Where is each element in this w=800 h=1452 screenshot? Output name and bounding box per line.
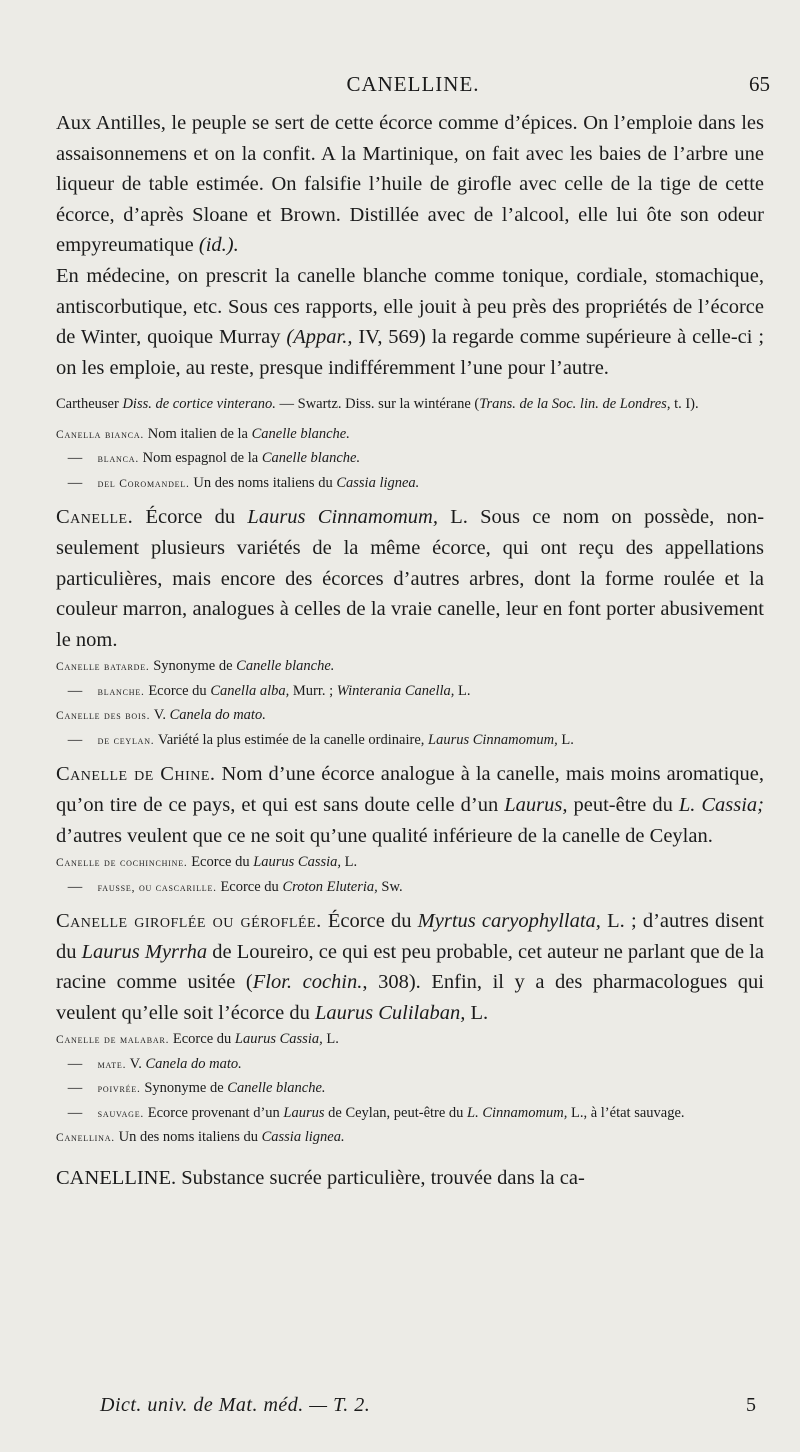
entry-canelle-de-chine: Canelle de Chine. Nom d’une écorce analogue à la canelle, mais moins aromatique, qu’on tire de ce pays, et qui est sans doute celle d’un Laurus, peut-être du L. Cassia; d’autres veulent que ce ne soit qu’une qualité inférieure de la canelle de Ceylan. bbox=[56, 763, 765, 847]
paragraph-medecine: En médecine, on prescrit la canelle blanche comme tonique, cordiale, stomachique, antiscorbutique, etc. Sous ces rapports, elle jouit à peu près des propriétés de l’écorce de Winter, quoique Murray (Appar., IV, 569) la regarde comme supérieure à celle-ci ; on les emploie, au reste, presque indifféremment l’une pour l’autre. bbox=[56, 264, 765, 379]
entry-canelle-blanche: — blanche. Ecorce du Canella alba, Murr. ; Winterania Canella, L. bbox=[67, 682, 471, 699]
entry-headword: blanche. bbox=[97, 685, 145, 698]
entry-canelle-mate: — mate. V. Canela do mato. bbox=[67, 1055, 242, 1072]
entry-canelle-batarde: Canelle batarde. Synonyme de Canelle blanche. bbox=[56, 658, 335, 675]
entry-headword: Canelle de malabar. bbox=[56, 1034, 170, 1047]
entry-headword: Canella bianca. bbox=[56, 428, 145, 441]
entry-canelle-fausse: — fausse, ou cascarille. Ecorce du Croton Eluteria, Sw. bbox=[67, 878, 403, 895]
entry-headword: de ceylan. bbox=[97, 734, 155, 747]
paragraph-antilles: Aux Antilles, le peuple se sert de cette écorce comme d’épices. On l’emploie dans les assaisonnemens et on la confit. A la Martinique, on fait avec les baies de l’arbre une liqueur de table estimée. On falsifie l’huile de girofle avec celle de la tige de cette écorce, d’après Sloane et Brown. Distillée avec de l’alcool, elle lui ôte son odeur empyreumatique (id.). bbox=[56, 112, 764, 257]
entry-canelle-ceylan: — de ceylan. Variété la plus estimée de la canelle ordinaire, Laurus Cinnamomum, L. bbox=[67, 731, 574, 748]
entry-headword: poivrée. bbox=[97, 1083, 141, 1096]
page-number: 65 bbox=[749, 72, 770, 96]
entry-headword: Canelle giroflée ou géroflée. bbox=[56, 910, 322, 933]
entry-headword: Canelle batarde. bbox=[56, 661, 150, 674]
entry-canella-bianca: Canella bianca. Nom italien de la Canelle blanche. bbox=[56, 425, 350, 442]
bibliography: Cartheuser Diss. de cortice vinterano. — Swartz. Diss. sur la wintérane (Trans. de la Soc. lin. de Londres, t. I). bbox=[56, 396, 699, 413]
entry-headword: del Coromandel. bbox=[97, 477, 190, 490]
entry-headword: sauvage. bbox=[97, 1107, 145, 1120]
entry-headword: Canelle de cochinchine. bbox=[56, 857, 188, 870]
entry-canelle-malabar: Canelle de malabar. Ecorce du Laurus Cassia, L. bbox=[56, 1031, 339, 1048]
footer-title: Dict. univ. de Mat. méd. — T. 2. bbox=[100, 1394, 371, 1416]
entry-headword: Canelle. bbox=[56, 506, 134, 529]
entry-canellina: Canellina. Un des noms italiens du Cassia lignea. bbox=[56, 1129, 345, 1146]
page-header bbox=[56, 72, 770, 102]
entry-headword: Canelle de Chine. bbox=[56, 763, 216, 786]
entry-headword: CANELLINE. bbox=[56, 1166, 177, 1189]
reference-id: (id.). bbox=[198, 234, 239, 257]
entry-canella-blanca: — blanca. Nom espagnol de la Canelle blanche. bbox=[67, 450, 361, 467]
page-footer bbox=[56, 1394, 770, 1424]
entry-canelle-cochinchine: Canelle de cochinchine. Ecorce du Laurus Cassia, L. bbox=[56, 854, 358, 871]
entry-canelle-poivree: — poivrée. Synonyme de Canelle blanche. bbox=[67, 1080, 326, 1097]
page-body bbox=[56, 108, 764, 1194]
signature-mark: 5 bbox=[746, 1394, 756, 1416]
entry-headword: Canellina. bbox=[56, 1132, 115, 1145]
entry-headword: fausse, ou cascarille. bbox=[97, 881, 217, 894]
reference-appar: (Appar., bbox=[286, 326, 353, 349]
entry-canelle: Canelle. Écorce du Laurus Cinnamomum, L. Sous ce nom on possède, non-seulement plusieurs variétés de la même écorce, qui ont reçu des appellations particulières, mais encore des écorces d’autres arbres, dont la forme roulée et la couleur marron, analogues à celles de la vraie canelle, leur en font porter abusivement le nom. bbox=[56, 506, 765, 651]
entry-headword: mate. bbox=[97, 1058, 127, 1071]
entry-canelle-des-bois: Canelle des bois. V. Canela do mato. bbox=[56, 707, 266, 724]
entry-headword: Canelle des bois. bbox=[56, 710, 151, 723]
entry-canelle-sauvage: — sauvage. Ecorce provenant d’un Laurus de Ceylan, peut-être du L. Cinnamomum, L., à l’état sauvage. bbox=[67, 1104, 685, 1121]
entry-canelline: CANELLINE. Substance sucrée particulière, trouvée dans la ca- bbox=[56, 1166, 585, 1189]
entry-canelle-giroflee: Canelle giroflée ou géroflée. Écorce du Myrtus caryophyllata, L. ; d’autres disent du Laurus Myrrha de Loureiro, ce qui est peu probable, cet auteur ne parlant que de la racine comme usitée (Flor. cochin., 308). Enfin, il y a des pharmacologues qui veulent qu’elle soit l’écorce du Laurus Culilaban, L. bbox=[56, 910, 764, 1024]
entry-headword: blanca. bbox=[97, 453, 139, 466]
entry-canella-coromandel: — del Coromandel. Un des noms italiens du Cassia lignea. bbox=[67, 474, 420, 491]
running-title: CANELLINE. bbox=[346, 72, 480, 96]
